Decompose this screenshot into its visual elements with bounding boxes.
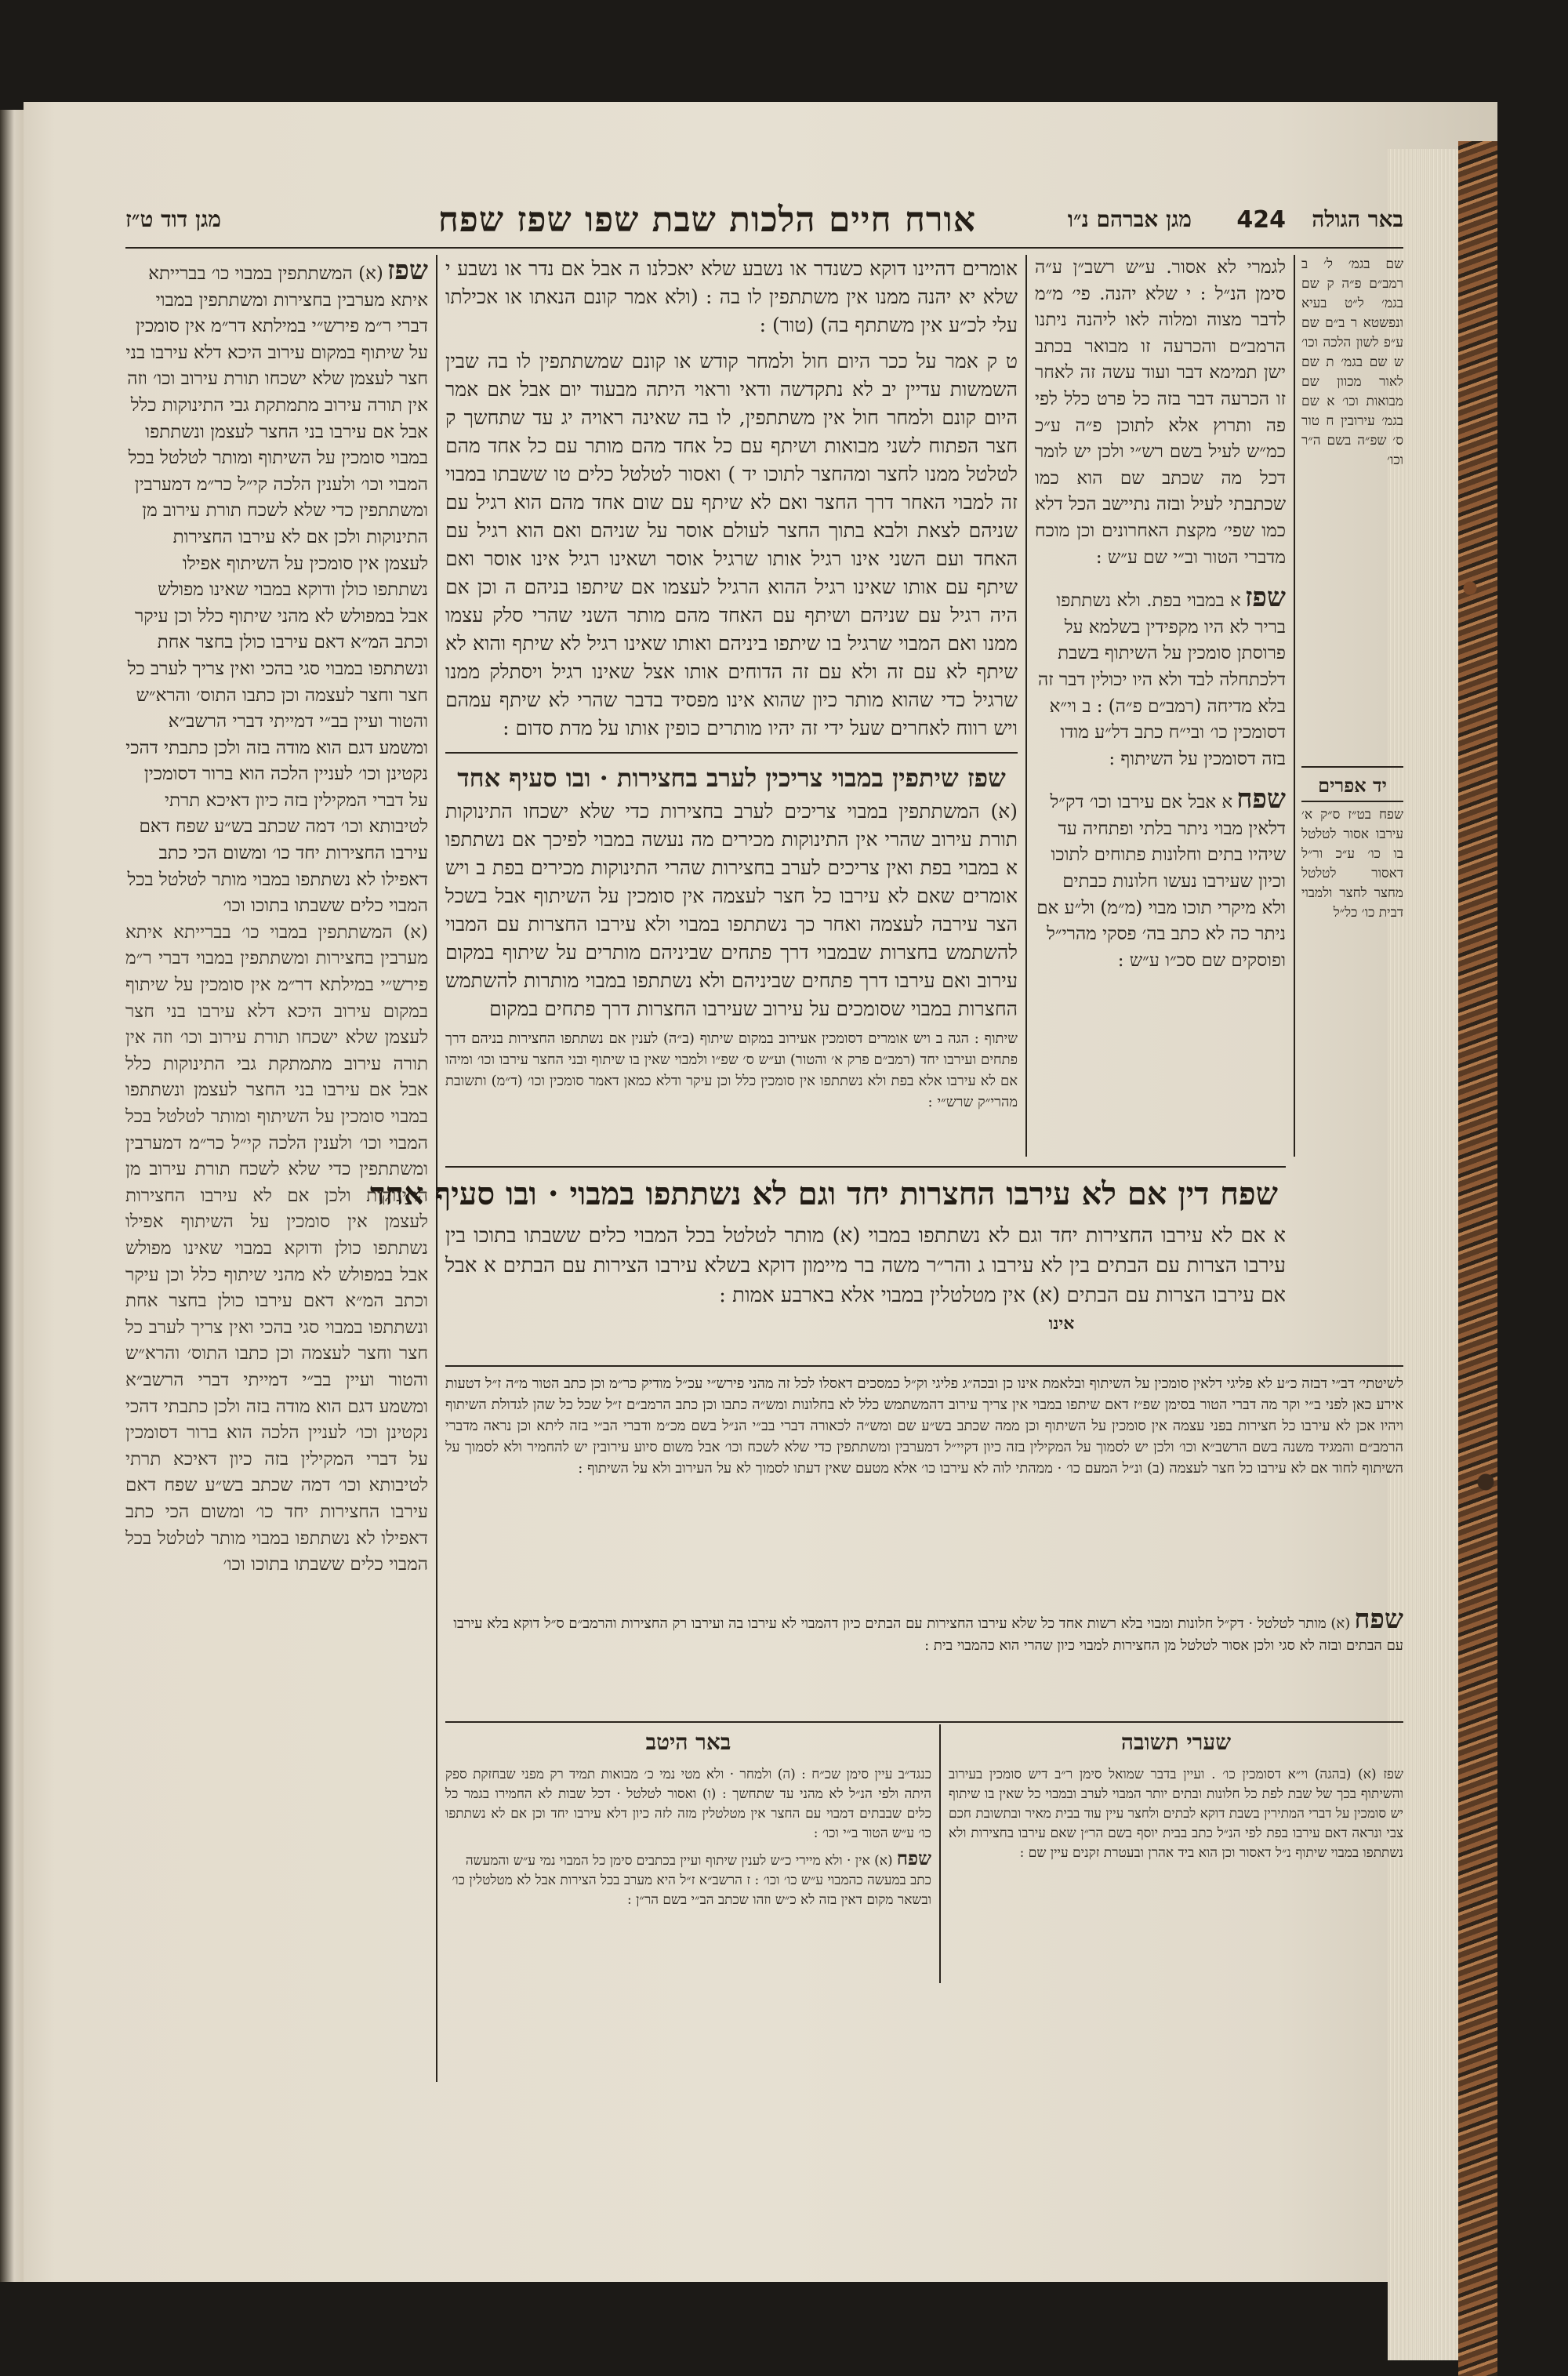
siman-heading: שפח	[1236, 783, 1286, 816]
ba-er-heitev-column	[445, 1765, 931, 1985]
sharei-teshuvah-column	[949, 1765, 1403, 1985]
taz-column	[125, 255, 428, 2074]
lower-commentary-text: לשיטתי׳ דב״י דבזה כ״ע לא פליגי דלאין סומכין על השיתוף ובלאמת אינו כן ובכה״ג פליגי וק״ל כמסכים דאסלו לכל זה מהני פירש״י עכ״ל מודיק כר״מ וכן כתב הטור מ״ה ז״ל דטעות אירע כאן לפני ב״י וקר מה דברי הטור בסימן שפ״ז דאם שיתפו במבוי אין צריך עירוב דהמשתמש כלל לא בחלונות ומש״ה כתבו וכן כתב הרמב״ם ז״ל שכל כל שהן לגדולת השיתוף ויהיו אכן לא עירבו כל חצירות בפני עצמה אין סומכין על השיתוף וכן ממה שכתב בש״ע שם ומש״ה לכאורה דברי בב״י הנ״ל בשם מכ״מ ודברי הב״י בזה ליתא וכן נראה מדברי הרמב״ם והמגיד משנה בשם הרשב״א וכו׳ ולכן יש לסמוך על המקילין בזה כיון דקיי״ל דמערבין ומשתתפין כדי שלא לשכח וכו׳ אבל משום סיוע עירובין יש להחמיר ולא לסמוך על השיתוף לחוד אם לא עירבו כל חצר לעצמה (ב) ונ״ל המעם כו׳ · ממהתי לוה לא עירבו כו׳ אלא מטעם שאין דעתו לסמוך לא על העירוב ולא על השיתוף :	[445, 1375, 1403, 1477]
siman-387-heading: שפז שיתפין במבוי צריכין לערב בחצירות · ובו סעיף אחד	[457, 763, 1006, 793]
facing-page-edge	[0, 110, 24, 2282]
magen-avraham-387-text: א במבוי בפת. ולא נשתתפו בריר לא היו מקפידין בשלמא על פרוסתן סומכין על השיתוף בשבת דלכתחלה לבד ולא היו יכולין דבר זה בלא מדיחה (רמב״ם פ״ה) : ב וי״א דסומכין כו׳ ובי״ח כתב דל״ע מודו בזה דסומכין על השיתוף :	[1038, 590, 1286, 769]
main-text-top: אומרים דהיינו דוקא כשנדר או נשבע שלא יאכלנו ה אבל אם נדר או נשבע י שלא יא יהנה ממנו אין משתתפין לו בה : (ולא אמר קונם הנאתו או אכילתו עלי לכ״ע אין משתתף בה) (טור) :	[445, 257, 1018, 336]
magen-avraham-siman-388	[1035, 783, 1286, 974]
magen-avraham-siman-387	[1035, 582, 1286, 772]
ba-er-heitev-text: כנגד״ב עיין סימן שכ״ח : (ה) ולמחר · ולא מטי נמי כ׳ מבואות תמיד רק מפני שבחזקת ספק היתה ולפי הנ״ל לא מהני עד שתחשך : (ו) ואסור לטלטל · דכל שבות לא החמירו בגמר כל כלים שבבתים דמבוי עם החצר אין מטלטלין מזה לזה כיון דלא עירבו יחד וכן אם לא נשתתפו כו׳ ע״ש הטור ב״י וכו׳ :	[445, 1767, 931, 1841]
yad-efraim-text: שפח בט״ז ס״ק א׳ עירבו אסור לטלטל בו כו׳ ע״כ ור״ל דאסור לטלטל מחצר לחצר ולמבוי דבית כו׳ כל״ל	[1301, 807, 1403, 921]
header-beer-hagolah: באר הגולה	[1312, 206, 1403, 232]
magen-avraham-column	[1035, 255, 1286, 1157]
divider	[445, 1365, 1403, 1367]
siman-heading: שפז	[1244, 582, 1286, 614]
divider	[445, 1166, 1286, 1168]
page-title: אורח חיים הלכות שבת שפו שפז שפח	[437, 200, 976, 240]
page-number: 424	[1236, 206, 1286, 234]
sharei-teshuvah-text: שפז (א) (בהגה) וי״א דסומכין כו׳ . ועיין בדבר שמואל סימן ר״ב דיש סומכין בעירוב והשיתוף בכך של שבת לפת כל חלונות ובתים יותר המבוי לערב ובמבוי כל שאין בו שיתוף יש סומכין על דברי המתירין בשבת דוקא לבתים ולחצר עיין עוד בבית מאיר ובתשובת חכם צבי ונראה דאם עירבו בפת לפי הנ״ל כתב בבית יוסף בשם הר״ן שאם עירבו בחצירות ולא נשתתפו במבוי שיתוף נ״ל דאסור וכן הוא ביד אהרן ובעטרת זקנים עיין שם :	[949, 1767, 1403, 1861]
divider	[1301, 766, 1403, 768]
lower-commentary	[445, 1373, 1403, 1600]
divider	[445, 752, 1018, 754]
yad-efraim-title: יד אפרים	[1318, 774, 1387, 797]
siman-heading: שפח	[1354, 1604, 1403, 1635]
lower-commentary-388	[445, 1604, 1403, 1713]
catchword: אינו	[1048, 1313, 1075, 1334]
siman-heading: שפז	[387, 255, 428, 286]
marbled-edge	[1458, 141, 1497, 2376]
siman-388-heading: שפח דין אם לא עירבו החצרות יחד וגם לא נשתתפו במבוי · ובו סעיף אחד	[369, 1175, 1278, 1212]
running-header	[125, 200, 1403, 249]
beer-hagolah-text: שם בגמ׳ ל׳ ב רמב״ם פ״ה ק שם בגמ׳ ל״ט בעיא ונפשטא ר ב״ם שם ע״פ לשון הלכה וכו׳ ש שם בגמ׳ ת שם לאור מכוון שם מבואות וכו׳ א שם בגמ׳ עירובין ח טור ס׳ שפ״ה בשם ה״ר וכו׳	[1301, 256, 1403, 468]
ba-er-heitev-title: באר היטב	[645, 1729, 731, 1755]
magen-avraham-388-text: א אבל אם עירבו וכו׳ דק״ל דלאין מבוי ניתר בלתי ופתחיה עד שיהיו בתים וחלונות פתוחים לתוכו וכיון שעירבו נעשו חלונות כבתים ולא מיקרי תוכו מבוי (מ״מ) ול״ע אם ניתר כה לא כתב בה׳ פסקי מהרי״ל ופוסקים שם סכ״ו ע״ש :	[1036, 792, 1286, 971]
beer-hagolah-column	[1301, 255, 1403, 765]
header-magen-avraham: מגן אברהם נ״ו	[1067, 206, 1192, 232]
main-text-388	[445, 1221, 1286, 1358]
header-magen-david: מגן דוד ט״ז	[125, 206, 221, 232]
ba-er-heitev-388-text: (א) אין · ולא מיירי כ״ש לענין שיתוף ועיין בכתבים סימן כל המבוי נמי ע״ש והמעשה כתב במעשה כהמבוי ע״ש כו׳ וכו׳ : ז הרשב״א ז״ל היא מערב בכל הצירות אבל לא מטלטלין כו׳ ובשאר מקום דאין בזה לא כ״ש וזהו שכתב הב״י בשם הר״ן :	[452, 1853, 931, 1908]
ba-er-heitev-title-box	[445, 1724, 931, 1764]
divider	[1301, 801, 1403, 802]
main-text-tet: ט ק אמר על ככר היום חול ולמחר קודש או קונם שמשתתפין לו בה שבין השמשות עדיין יב לא נתקדשה ודאי וראוי היתה מבעוד יום אבל אם אמר היום קונם ולמחר חול אין משתתפין, לו בה שאינה ראויה יג עד שתחשך ק חצר הפתוח לשני מבואות ושיתף עם כל אחד מהם מותר עם כל אחד מהם לטלטל ממנו לחצר ומהחצר לתוכו יד ) ואסור לטלטל כלים טו ששבתו במבוי זה למבוי האחר דרך החצר ואם לא שיתף עם שום אחד מהם הוא רגיל עם שניהם לצאת ולבא בתוך החצר לעולם אוסר על שניהם ואם הוא רגיל עם האחד ועם השני אינו רגיל אותו שרגיל אוסר ושאינו רגיל אינו אוסר ואם שיתף עם אותו שאינו רגיל ההוא הרגיל לעצמו אם שיתפו בניהם ה וכן אם היה רגיל עם שניהם ושיתף עם האחד מהם מותר השני שהרי סלק עצמו ממנו ואם המבוי שרגיל בו שיתפו ביניהם ואותו שאינו רגיל לא שיתף והוא לא שיתף לא עם זה ולא עם זה הדוחים אותו אצל שאינו רגיל ויסתלק ממנו שרגיל כדי שהוא מותר כיון שהוא אינו מפסיד בדבר שהרי לא שיתף עמהם ויש רווח לאחרים שעל ידי זה יהיו מותרים כופין אותו על מדת סדום :	[445, 350, 1018, 739]
yad-efraim-box	[1301, 772, 1403, 976]
book-page	[24, 102, 1497, 2282]
column-rule	[436, 255, 437, 2082]
main-text-column	[445, 255, 1018, 1157]
rema-gloss: שיתוף : הגה ב ויש אומרים דסומכין אעירוב במקום שיתוף (ב״ה) לענין אם נשתתפו החצירות בניהם דרך פתחים ועירבו יחד (רמב״ם פרק א׳ והטור) וע״ש ס׳ שפ״ו ולמבוי שאין בו שיתוף ובני החצר עירבו וכו׳ ומיהו אם לא עירבו אלא בפת ולא נשתתפו אין סומכין כלל וכן עיקר ודלא כמאן דאמר סומכין וכו׳ (ד״מ) ותשובת מהרי״ק שרש״י :	[445, 1030, 1018, 1110]
main-text-388-body: א אם לא עירבו החצירות יחד וגם לא נשתתפו במבוי (א) מותר לטלטל בכל המבוי כלים ששבתו בתוכו בין עירבו הצרות עם הבתים בין לא עירבו ג והר״ר משה בר מיימון דוקא בשלא עירבו הצירות עם הבתים א אבל אם עירבו הצרות עם הבתים (א) אין מטלטלין במבוי אלא בארבע אמות :	[445, 1224, 1286, 1307]
taz-text: (א) המשתתפין במבוי כו׳ בברייתא איתא מערבין בחצירות ומשתתפין במבוי דברי ר״מ פירש״י במילתא דר״מ אין סומכין על שיתוף במקום עירוב היכא דלא עירבו בני חצר לעצמן שלא ישכחו תורת עירוב וכו׳ וזה אין תורה עירוב מתמתקת גבי התינוקות כלל אבל אם עירבו בני החצר לעצמן ונשתתפו במבוי סומכין על השיתוף ומותר לטלטל בכל המבוי וכו׳ ולענין הלכה קי״ל כר״מ דמערבין ומשתתפין כדי שלא לשכח תורת עירוב מן התינוקות ולכן אם לא עירבו החצירות לעצמן אין סומכין על השיתוף אפילו נשתתפו כולן ודוקא במבוי שאינו מפולש אבל במפולש לא מהני שיתוף כלל וכן עיקר וכתב המ״א דאם עירבו כולן בחצר אחת ונשתתפו במבוי סגי בהכי ואין צריך לערב כל חצר וחצר לעצמה וכן כתבו התוס׳ והרא״ש והטור ועיין בב״י דמייתי דברי הרשב״א ומשמע דגם הוא מודה בזה ולכן כתבתי דהכי נקטינן וכו׳ לעניין הלכה הוא ברור דסומכין על דברי המקילין בזה כיון דאיכא תרתי לטיבותא וכו׳ דמה שכתב בש״ע שפח דאם עירבו החצירות יחד כו׳ ומשום הכי כתב דאפילו לא נשתתפו במבוי מותר לטלטל בכל המבוי כלים ששבתו בתוכו וכו׳	[125, 263, 428, 917]
magen-avraham-text: לגמרי לא אסור. ע״ש רשב״ן ע״ה סימן הנ״ל : י שלא יהנה. פי׳ מ״מ לדבר מצוה ומלוה לאו ליהנה ניתנו הרמב״ם והכרעה זו מבואר בכתב ישן תמימא דבר ועוד עשה זה לאחר זו הכרעה דבר בזה כל פרט כלל לפי פה ותרוץ אלא לתוכן פ״ה ע״כ כמ״ש לעיל בשם רש״י ולכן יש לומר דכל מה שכתב שם הוא כמו שכתבתי לעיל ובזה נתיישב הכל דלא כמו שפי׳ מקצת האחרונים וכן מוכח מדברי הטור וב״י שם ע״ש :	[1035, 257, 1286, 568]
divider	[445, 1721, 1403, 1723]
lower-commentary-388-text: (א) מותר לטלטל · דק״ל חלונות ומבוי בלא רשות אחד כל שלא עירבו החצירות עם הבתים כיון דהמבוי לא עירבו בה ועירבו רק החצירות והרמב״ם ס״ל דוקא בלא עירבו עם הבתים ובזה לא סגי ולכן אסור לטלטל מן החצירות למבוי כיון שהרי הוא כהמבוי בית :	[453, 1615, 1403, 1654]
column-rule	[939, 1724, 941, 1983]
main-text-387: (א) המשתתפין במבוי צריכים לערב בחצירות כדי שלא ישכחו התינוקות תורת עירוב שהרי אין התינוקות מכירים מה נעשה במבוי לפיכך אם נשתתפו א במבוי בפת ואין צריכים לערב בחצירות שהרי התינוקות מכירים בפת ב ויש אומרים שאם לא עירבו כל חצר לעצמה אין סומכין על השיתוף אבל בשכל הצר עירבה לעצמה ואחר כך נשתתפו במבוי ולא עירבו החצרות עם המבוי להשתמש בחצרות שבמבוי דרך פתחים שביניהם מותרים על שיתוף במקום עירוב ואם עירבו דרך פתחים שביניהם ולא נשתתפו במבוי מותרות להשתמש החצרות במבוי שסומכים על עירוב שעירבו החצרות דרך פתחים במקום	[445, 800, 1018, 1020]
sharei-teshuvah-title-box	[949, 1724, 1403, 1764]
column-rule	[1025, 255, 1027, 1157]
sharei-teshuvah-title: שערי תשובה	[1120, 1729, 1232, 1755]
siman-heading: שפח	[896, 1847, 931, 1869]
column-rule	[1294, 255, 1295, 1157]
ba-er-heitev-388	[445, 1847, 931, 1910]
text-block	[125, 200, 1403, 2121]
taz-text-cont: (א) המשתתפין במבוי כו׳ בברייתא איתא מערבין בחצירות ומשתתפין במבוי דברי ר״מ פירש״י במילתא דר״מ אין סומכין על שיתוף במקום עירוב היכא דלא עירבו בני חצר לעצמן שלא ישכחו תורת עירוב וכו׳ וזה אין תורה עירוב מתמתקת גבי התינוקות כלל אבל אם עירבו בני החצר לעצמן ונשתתפו במבוי סומכין על השיתוף ומותר לטלטל בכל המבוי וכו׳ ולענין הלכה קי״ל כר״מ דמערבין ומשתתפין כדי שלא לשכח תורת עירוב מן התינוקות ולכן אם לא עירבו החצירות לעצמן אין סומכין על השיתוף אפילו נשתתפו כולן ודוקא במבוי שאינו מפולש אבל במפולש לא מהני שיתוף כלל וכן עיקר וכתב המ״א דאם עירבו כולן בחצר אחת ונשתתפו במבוי סגי בהכי ואין צריך לערב כל חצר וחצר לעצמה וכן כתבו התוס׳ והרא״ש והטור ועיין בב״י דמייתי דברי הרשב״א ומשמע דגם הוא מודה בזה ולכן כתבתי דהכי נקטינן וכו׳ לעניין הלכה הוא ברור דסומכין על דברי המקילין בזה כיון דאיכא תרתי לטיבותא וכו׳ דמה שכתב בש״ע שפח דאם עירבו החצירות יחד כו׳ ומשום הכי כתב דאפילו לא נשתתפו במבוי מותר לטלטל בכל המבוי כלים ששבתו בתוכו וכו׳	[125, 921, 428, 1575]
